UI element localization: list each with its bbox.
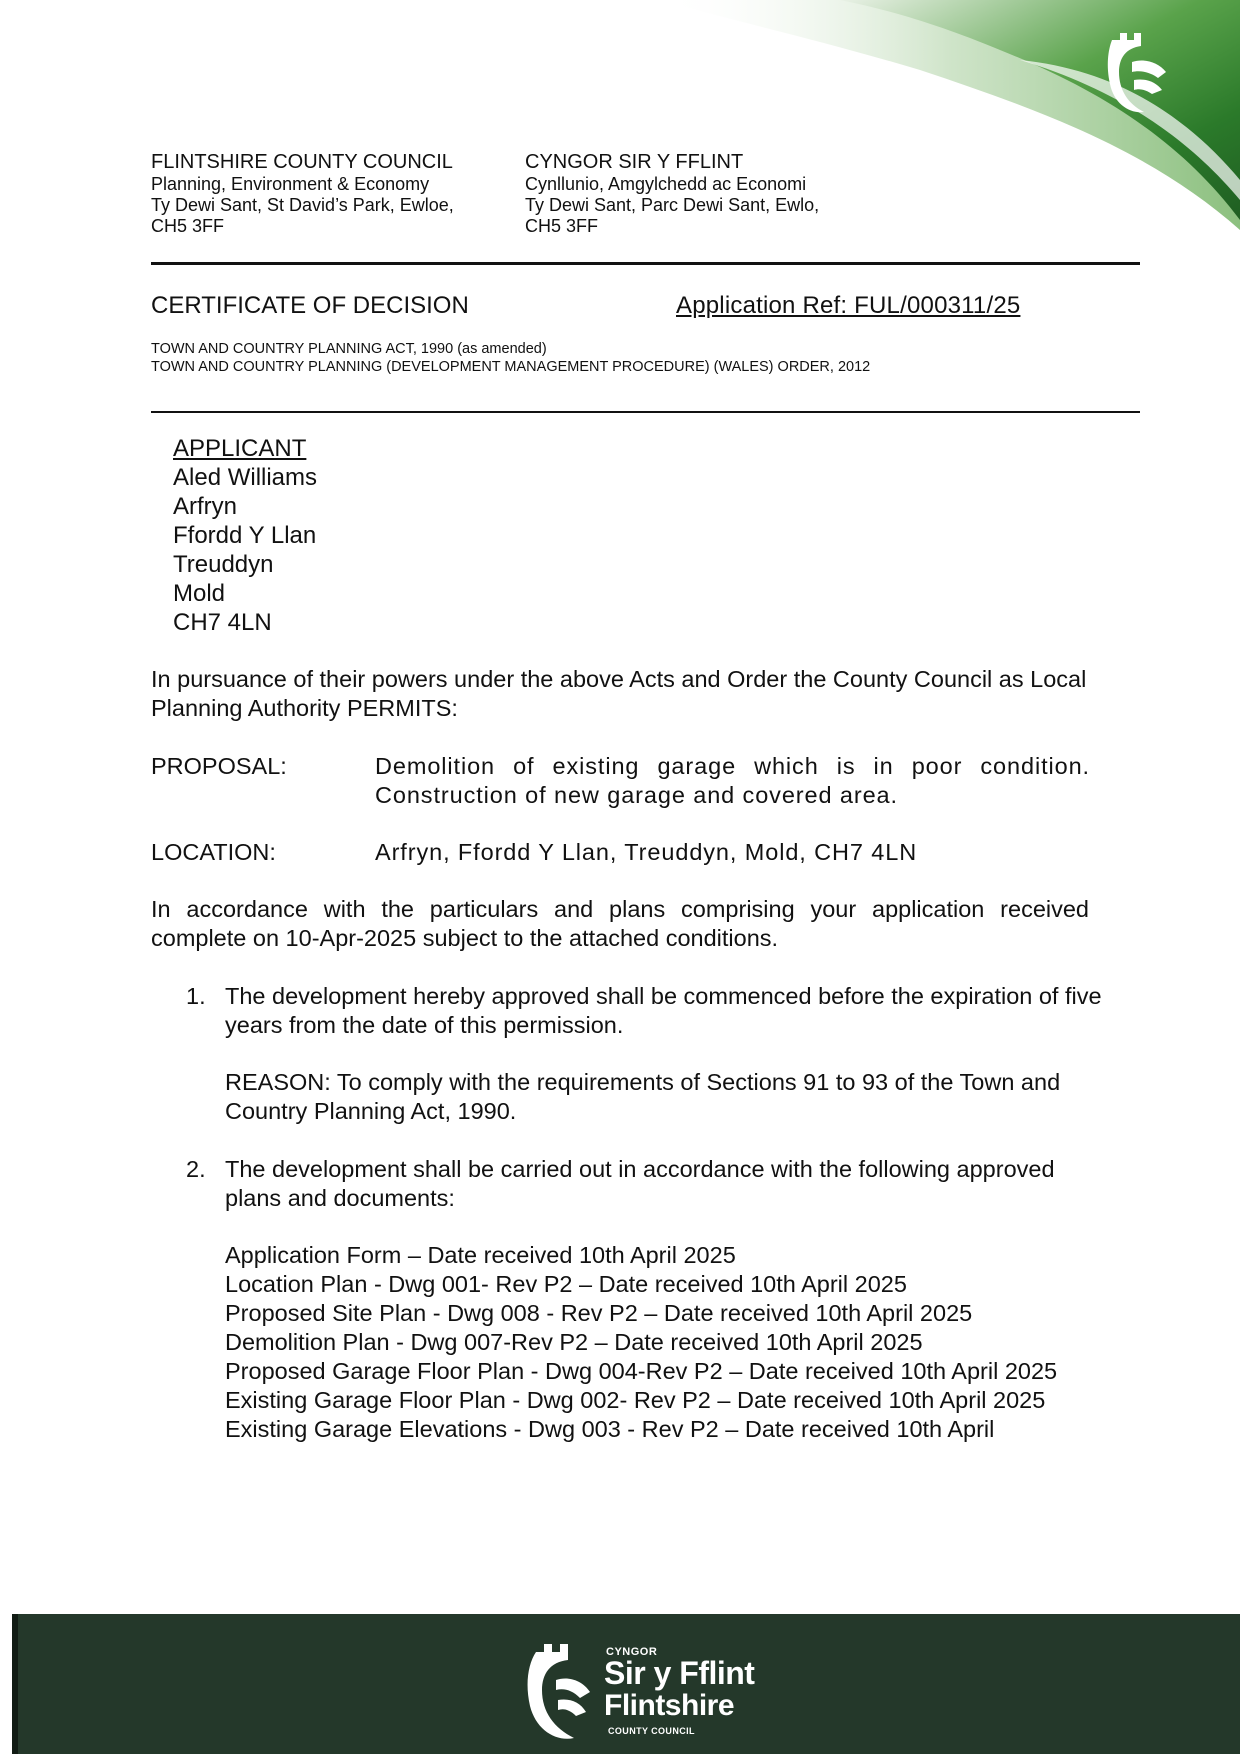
applicant-heading: APPLICANT xyxy=(173,435,307,462)
council-name-english: FLINTSHIRE COUNTY COUNCIL xyxy=(151,151,453,173)
applicant-block xyxy=(173,434,317,637)
logo-county-council-text: COUNTY COUNCIL xyxy=(608,1726,695,1736)
approved-document-item: Location Plan - Dwg 001- Rev P2 – Date received 10th April 2025 xyxy=(225,1271,907,1297)
approved-document-item: Demolition Plan - Dwg 007-Rev P2 – Date received 10th April 2025 xyxy=(225,1329,923,1355)
footer-logo xyxy=(522,1644,762,1744)
proposal-value: Demolition of existing garage which is in poor condition. Construction of new garage and covered area. xyxy=(375,753,1090,808)
applicant-line: Treuddyn xyxy=(173,551,274,578)
applicant-line: Aled Williams xyxy=(173,464,318,491)
postcode-welsh: CH5 3FF xyxy=(525,216,599,236)
approved-document-item: Existing Garage Floor Plan - Dwg 002- Rev P2 – Date received 10th April 2025 xyxy=(225,1387,1046,1413)
postcode-english: CH5 3FF xyxy=(151,216,225,236)
permit-intro: In pursuance of their powers under the above Acts and Order the County Council as Local Planning Authority PERMITS: xyxy=(151,666,1087,721)
condition-1-reason: REASON: To comply with the requirements of Sections 91 to 93 of the Town and Country Planning Act, 1990. xyxy=(225,1069,1061,1124)
department-english: Planning, Environment & Economy xyxy=(151,174,430,194)
approved-documents-list xyxy=(225,1241,1105,1444)
castle-logo-icon xyxy=(522,1644,592,1744)
logo-welsh-name: Sir y Fflint xyxy=(604,1655,755,1691)
legislation-references xyxy=(151,340,870,376)
header-english-address xyxy=(151,150,454,237)
application-reference: Application Ref: FUL/000311/25 xyxy=(676,292,1021,319)
logo-cyngor-text: CYNGOR xyxy=(606,1646,658,1658)
approved-document-item: Existing Garage Elevations - Dwg 003 - Rev P2 – Date received 10th April xyxy=(225,1416,995,1442)
approved-document-item: Proposed Garage Floor Plan - Dwg 004-Rev P2 – Date received 10th April 2025 xyxy=(225,1358,1058,1384)
approved-document-item: Proposed Site Plan - Dwg 008 - Rev P2 – Date received 10th April 2025 xyxy=(225,1300,973,1326)
condition-1-text: The development hereby approved shall be commenced before the expiration of five years from the date of this permission. xyxy=(225,983,1102,1038)
condition-2-text: The development shall be carried out in accordance with the following approved plans and documents: xyxy=(225,1156,1055,1211)
applicant-line: Ffordd Y Llan xyxy=(173,522,317,549)
act-line-1: TOWN AND COUNTRY PLANNING ACT, 1990 (as amended) xyxy=(151,341,547,357)
location-value: Arfryn, Ffordd Y Llan, Treuddyn, Mold, CH7 4LN xyxy=(375,839,918,865)
act-line-2: TOWN AND COUNTRY PLANNING (DEVELOPMENT MANAGEMENT PROCEDURE) (WALES) ORDER, 2012 xyxy=(151,359,871,375)
applicant-line: Mold xyxy=(173,580,226,607)
approved-document-item: Application Form – Date received 10th April 2025 xyxy=(225,1242,736,1268)
condition-2-number: 2. xyxy=(186,1156,206,1182)
header-divider xyxy=(151,262,1140,265)
applicant-line: Arfryn xyxy=(173,493,238,520)
footer-edge-stripe xyxy=(12,1614,18,1754)
council-name-welsh: CYNGOR SIR Y FFLINT xyxy=(525,151,744,173)
proposal-label: PROPOSAL: xyxy=(151,753,287,779)
condition-1-number: 1. xyxy=(186,983,206,1009)
applicant-line: CH7 4LN xyxy=(173,609,272,636)
footer-band xyxy=(12,1614,1240,1754)
received-statement: In accordance with the particulars and plans comprising your application received complete on 10-Apr-2025 subject to the attached conditions. xyxy=(151,896,1089,951)
address-line-english: Ty Dewi Sant, St David’s Park, Ewloe, xyxy=(151,195,454,215)
certificate-title: CERTIFICATE OF DECISION xyxy=(151,292,469,319)
header-welsh-address xyxy=(525,150,819,237)
logo-english-name: Flintshire xyxy=(604,1689,735,1722)
location-label: LOCATION: xyxy=(151,839,276,865)
section-divider xyxy=(151,411,1140,413)
department-welsh: Cynllunio, Amgylchedd ac Economi xyxy=(525,174,807,194)
address-line-welsh: Ty Dewi Sant, Parc Dewi Sant, Ewlo, xyxy=(525,195,820,215)
